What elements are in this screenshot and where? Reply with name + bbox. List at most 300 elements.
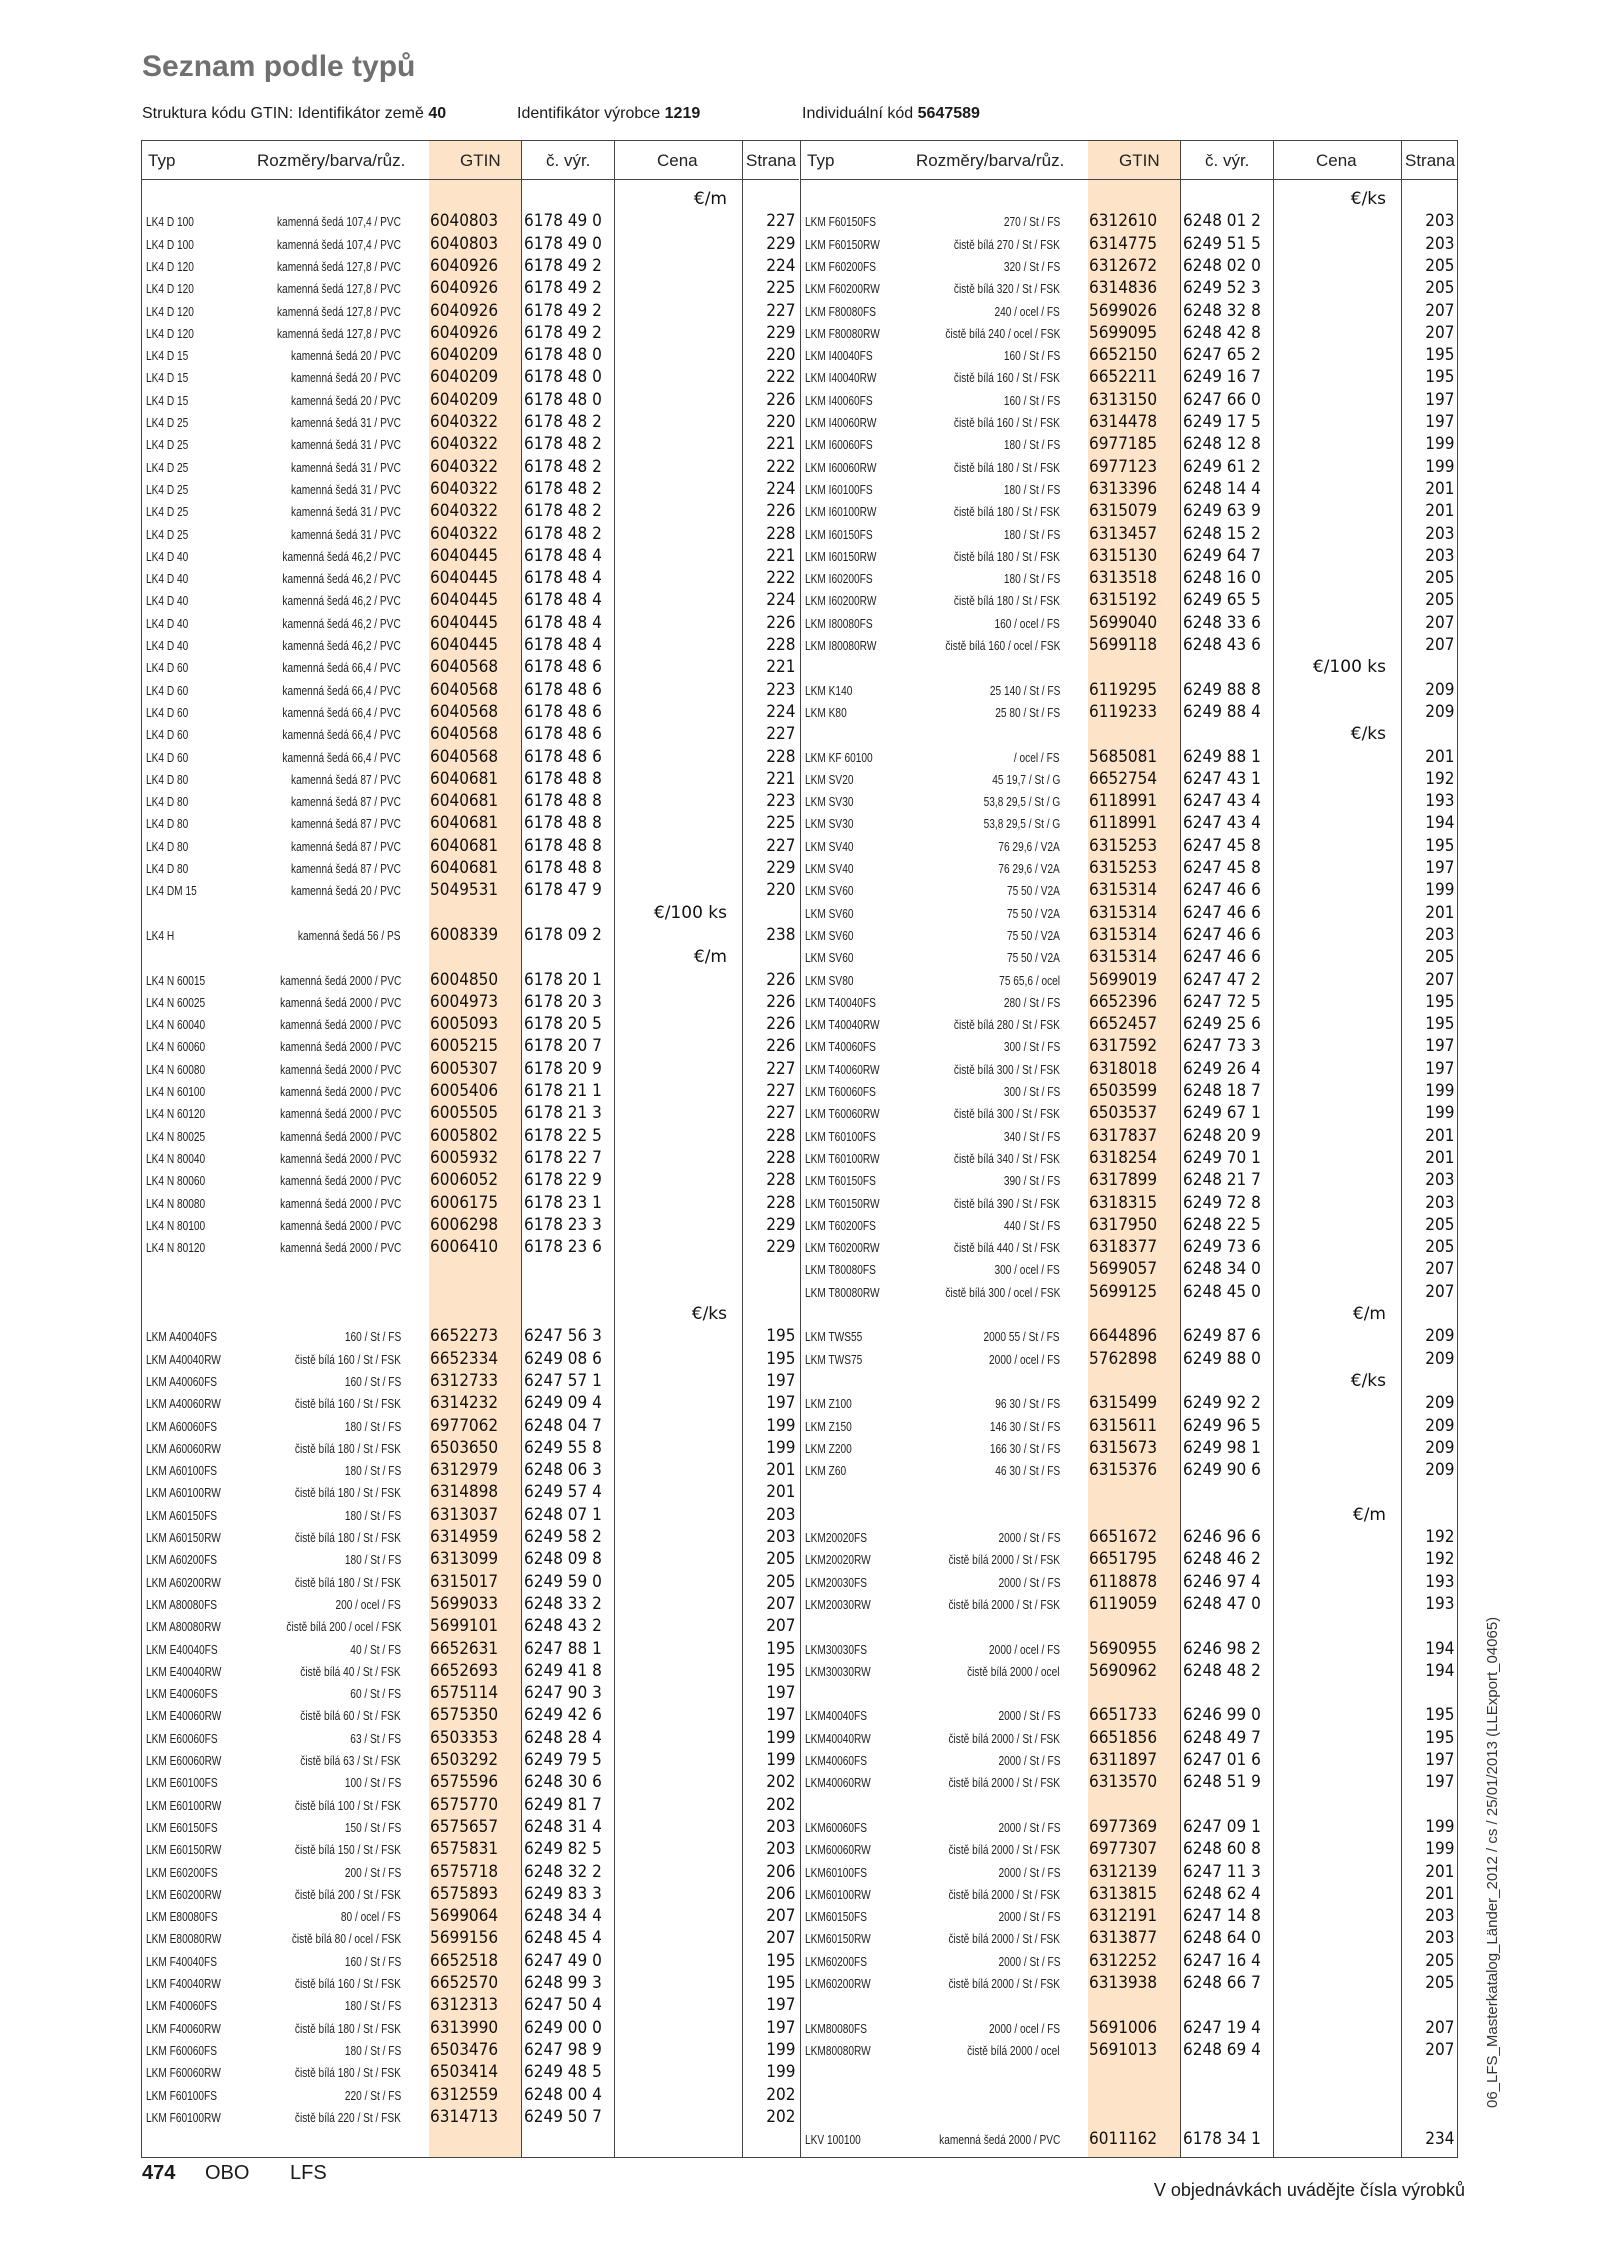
table-row [142,1503,799,1525]
dimension-cell: čistě bílá 2000 / St / FSK [948,1730,1060,1746]
page-ref-cell: 201 [1424,1147,1454,1168]
dimension-cell: 75 50 / V2A [1006,905,1060,921]
page-ref-cell: 222 [765,367,795,388]
table-row [142,2083,799,2105]
gtin-cell: 6040568 [430,746,499,767]
table-row [142,1079,799,1101]
dimension-cell: 63 / St / FS [350,1730,401,1746]
article-number-cell: 6248 04 7 [524,1415,602,1436]
type-cell: LK4 N 60025 [146,994,206,1010]
dimension-cell: čistě bílá 2000 / St / FSK [948,1842,1060,1858]
table-row [801,901,1458,923]
table-row [142,1101,799,1123]
article-number-cell: 6178 22 5 [524,1125,602,1146]
dimension-cell: 180 / St / FS [344,1507,401,1523]
article-number-cell: 6249 72 8 [1183,1192,1261,1213]
table-row [801,2016,1458,2038]
table-row [801,1637,1458,1659]
gtin-cell: 6575770 [430,1794,499,1815]
dimension-cell: 146 30 / St / FS [989,1418,1060,1434]
table-row [801,455,1458,477]
article-number-cell: 6248 69 4 [1183,2039,1261,2060]
gtin-cell: 6312733 [430,1370,499,1391]
table-row [142,611,799,633]
type-cell: LK4 D 120 [146,281,194,297]
gtin-cell: 6040322 [430,523,499,544]
article-number-cell: 6249 87 6 [1183,1326,1261,1347]
table-row [801,1837,1458,1859]
page-ref-cell: 220 [765,345,795,366]
table-row [142,209,799,231]
page-ref-cell: 203 [1424,1906,1454,1927]
unit-row [801,722,1458,744]
type-cell: LKM20030FS [805,1574,868,1590]
dimension-cell: 180 / St / FS [1003,526,1060,542]
table-row [142,2060,799,2082]
page-ref-cell: 201 [1424,1125,1454,1146]
page-ref-cell: 234 [1424,2129,1454,2150]
article-number-cell: 6178 48 4 [524,590,602,611]
article-number-cell: 6248 46 2 [1183,1549,1261,1570]
spacer-row [801,1793,1458,1815]
table-row [801,299,1458,321]
gtin-cell: 6651795 [1089,1549,1158,1570]
article-number-cell: 6178 48 2 [524,501,602,522]
dimension-cell: 96 30 / St / FS [995,1396,1060,1412]
gtin-cell: 6040568 [430,679,499,700]
article-number-cell: 6178 48 8 [524,835,602,856]
gtin-cell: 5699118 [1089,635,1158,655]
dimension-cell: kamenná šedá 87 / PVC [291,861,401,876]
page-ref-cell: 226 [765,612,795,633]
dimension-cell: 390 / St / FS [1003,1173,1060,1189]
type-cell: LK4 N 60080 [146,1061,206,1077]
type-cell: LKM60150FS [805,1909,868,1925]
table-row [142,1971,799,1993]
type-cell: LK4 D 100 [146,214,194,230]
table-row [142,1414,799,1436]
gtin-cell: 6652273 [430,1326,499,1347]
dimension-cell: 440 / St / FS [1003,1217,1060,1233]
gtin-cell: 6040803 [430,211,499,232]
gtin-cell: 6040681 [430,791,499,812]
table-row [142,1860,799,1882]
dimension-cell: 180 / St / FS [344,2042,401,2058]
article-number-cell: 6178 23 3 [524,1214,602,1235]
dimension-cell: 340 / St / FS [1003,1128,1060,1144]
article-number-cell: 6178 48 4 [524,568,602,589]
table-row [801,1592,1458,1614]
gtin-cell: 6040445 [430,590,499,611]
page-ref-cell: 207 [1424,2017,1454,2038]
type-cell: LK4 D 25 [146,459,189,475]
table-row [142,633,799,655]
article-number-cell: 6249 50 7 [524,2106,602,2127]
gtin-cell: 6317899 [1089,1170,1158,1191]
table-row [801,1280,1458,1302]
gtin-maker-code: 1219 [664,105,701,122]
article-number-cell: 6247 65 2 [1183,345,1261,366]
col-header-vyr: č. výr. [1205,151,1250,170]
page-ref-cell: 194 [1424,1660,1454,1681]
article-number-cell: 6178 20 9 [524,1058,602,1079]
gtin-cell: 6503292 [430,1750,499,1770]
gtin-cell: 6040322 [430,412,499,432]
article-number-cell: 6249 67 1 [1183,1103,1261,1124]
type-cell: LK4 D 15 [146,370,189,386]
table-row [801,1436,1458,1458]
article-number-cell: 6249 16 7 [1183,367,1261,388]
table-row [142,276,799,298]
page-ref-cell: 207 [765,1906,795,1927]
unit-row [801,187,1458,209]
type-cell: LKM40060FS [805,1753,868,1768]
table-row [801,945,1458,967]
table-row [142,1547,799,1569]
article-number-cell: 6249 70 1 [1183,1147,1261,1168]
type-cell: LKM Z60 [805,1463,847,1479]
page-ref-cell: 195 [1424,835,1454,856]
price-unit: €/ks [1350,724,1386,745]
page-ref-cell: 205 [1424,1973,1454,1993]
article-number-cell: 6248 99 3 [524,1973,602,1993]
page-ref-cell: 238 [765,924,795,945]
type-cell: LKM T80080RW [805,1284,880,1300]
article-number-cell: 6246 99 0 [1183,1705,1261,1726]
dimension-cell: 160 / St / FS [344,1329,401,1345]
table-row [801,1257,1458,1279]
spacer-row [142,1257,799,1279]
order-note: V objednávkách uvádějte čísla výrobků [1153,2180,1465,2200]
page-ref-cell: 205 [1424,255,1454,276]
type-cell: LKM T40060RW [805,1061,880,1077]
table-row [801,968,1458,990]
page-ref-cell: 228 [765,523,795,544]
table-row [801,1079,1458,1101]
type-cell: LKM Z200 [805,1440,852,1456]
table-row [142,299,799,321]
dimension-cell: kamenná šedá 2000 / PVC [279,1217,401,1233]
page-ref-cell: 195 [765,1660,795,1681]
dimension-cell: kamenná šedá 2000 / PVC [279,1017,401,1033]
dimension-cell: kamenná šedá 87 / PVC [291,771,401,787]
page-ref-cell: 195 [765,1348,795,1369]
page-ref-cell: 201 [1424,746,1454,767]
dimension-cell: 200 / ocel / FS [335,1596,401,1612]
article-number-cell: 6178 09 2 [524,924,602,945]
article-number-cell: 6178 48 4 [524,612,602,633]
type-cell: LKM E40040RW [146,1663,222,1679]
page-ref-cell: 195 [765,1973,795,1993]
dimension-cell: čistě bílá 300 / St / FSK [954,1061,1060,1077]
dimension-cell: kamenná šedá 2000 / PVC [279,1084,401,1099]
article-number-cell: 6247 50 4 [524,1995,602,2016]
table-row [142,1748,799,1770]
page-ref-cell: 203 [1424,523,1454,544]
dimension-cell: 180 / St / FS [344,1418,401,1434]
gtin-cell: 6977062 [430,1415,499,1436]
table-row [801,343,1458,365]
table-row [142,1949,799,1971]
type-cell: LKM T40040FS [805,994,876,1010]
gtin-cell: 6315611 [1089,1415,1158,1436]
article-number-cell: 6249 17 5 [1183,412,1261,432]
dimension-cell: 25 80 / St / FS [995,704,1060,720]
page-ref-cell: 197 [765,2017,795,2038]
page-ref-cell: 223 [765,679,795,700]
table-row [142,1347,799,1369]
page-ref-cell: 203 [1424,1192,1454,1213]
dimension-cell: kamenná šedá 20 / PVC [291,348,401,364]
type-cell: LKM T60150FS [805,1173,876,1189]
type-cell: LKM T80080FS [805,1262,876,1278]
page-ref-cell: 222 [765,456,795,477]
dimension-cell: 220 / St / FS [344,2087,401,2103]
type-cell: LKM I40060RW [805,415,877,430]
page-ref-cell: 201 [1424,478,1454,499]
gtin-cell: 6313990 [430,2017,499,2038]
page-ref-cell: 227 [765,724,795,745]
article-number-cell: 6178 49 2 [524,278,602,299]
table-left-half [142,141,799,2157]
type-cell: LKM60060FS [805,1819,868,1835]
page-ref-cell: 197 [1424,858,1454,878]
page-ref-cell: 195 [1424,367,1454,388]
page-ref-cell: 205 [1424,1237,1454,1258]
article-number-cell: 6249 26 4 [1183,1058,1261,1079]
page-ref-cell: 221 [765,545,795,566]
type-cell: LKM F60150FS [805,214,877,230]
spacer-row [801,1681,1458,1703]
table-row [142,254,799,276]
type-cell: LKM A60100FS [146,1463,218,1479]
gtin-cell: 6315130 [1089,545,1158,566]
type-cell: LKM TWS55 [805,1329,863,1345]
dimension-cell: 180 / St / FS [344,1998,401,2014]
page-number: 474 [142,2162,176,2184]
page-ref-cell: 207 [1424,2039,1454,2060]
price-unit: €/m [693,189,727,209]
article-number-cell: 6247 98 9 [524,2039,602,2060]
type-cell: LK4 N 60015 [146,972,206,988]
page-ref-cell: 197 [765,1705,795,1726]
page-ref-cell: 229 [765,233,795,254]
gtin-cell: 6313815 [1089,1883,1158,1904]
page-ref-cell: 226 [765,501,795,522]
dimension-cell: 53,8 29,5 / St / G [983,816,1060,832]
table-row [801,1570,1458,1592]
table-row [801,1347,1458,1369]
table-row [142,2016,799,2038]
dimension-cell: 180 / St / FS [344,1552,401,1568]
type-cell: LKM E60150RW [146,1842,222,1858]
type-cell: LKM A40060FS [146,1373,218,1389]
article-number-cell: 6249 88 4 [1183,701,1261,722]
article-number-cell: 6248 12 8 [1183,434,1261,455]
dimension-cell: čistě bílá 340 / St / FSK [954,1150,1060,1166]
gtin-cell: 5699064 [430,1906,499,1927]
article-number-cell: 6178 49 2 [524,255,602,276]
table-row [142,388,799,410]
gtin-cell: 6315079 [1089,501,1158,522]
type-cell: LKM I60150RW [805,548,877,564]
page-ref-cell: 199 [765,1727,795,1748]
gtin-cell: 6503537 [1089,1103,1158,1124]
gtin-cell: 6040445 [430,635,499,655]
gtin-cell: 6040926 [430,278,499,299]
dimension-cell: čistě bílá 180 / St / FSK [295,1440,401,1456]
table-header-right [801,141,1457,180]
page-ref-cell: 229 [765,1237,795,1258]
article-number-cell: 6249 90 6 [1183,1460,1261,1481]
type-cell: LK4 D 60 [146,682,189,698]
gtin-cell: 6651733 [1089,1705,1158,1726]
table-row [801,789,1458,811]
gtin-cell: 6652211 [1089,367,1158,388]
gtin-cell: 6313396 [1089,478,1158,499]
type-cell: LKM40040FS [805,1708,868,1724]
type-cell: LKM A60200FS [146,1552,218,1568]
spacer-row [801,1614,1458,1636]
type-cell: LKM60060RW [805,1842,871,1858]
page-ref-cell: 197 [1424,1750,1454,1770]
table-row [142,1191,799,1213]
table-row [142,1012,799,1034]
page-ref-cell: 192 [1424,768,1454,789]
dimension-cell: čistě bílá 180 / St / FSK [295,1530,401,1545]
type-cell: LKM20020RW [805,1552,871,1568]
type-cell: LKM E40060FS [146,1686,218,1702]
table-row [801,410,1458,432]
dimension-cell: kamenná šedá 2000 / PVC [279,1150,401,1166]
article-number-cell: 6178 47 9 [524,880,602,901]
article-number-cell: 6246 97 4 [1183,1571,1261,1592]
table-row [142,1882,799,1904]
page-ref-cell: 207 [1424,1259,1454,1280]
gtin-cell: 6315017 [430,1571,499,1592]
dimension-cell: čistě bílá 2000 / St / FSK [948,1775,1060,1791]
table-row [801,522,1458,544]
gtin-cell: 6652396 [1089,991,1158,1012]
page-ref-cell: 197 [765,1995,795,2016]
dimension-cell: 300 / ocel / FS [994,1262,1060,1278]
gtin-cell: 6315499 [1089,1393,1158,1414]
type-cell: LKM I60100FS [805,481,873,497]
page-ref-cell: 199 [1424,1839,1454,1860]
gtin-cell: 6318018 [1089,1058,1158,1079]
type-cell: LKM T60200RW [805,1240,880,1256]
dimension-cell: kamenná šedá 66,4 / PVC [282,704,401,720]
type-cell: LKM A40040FS [146,1329,218,1345]
article-number-cell: 6248 32 8 [1183,300,1261,321]
article-number-cell: 6246 96 6 [1183,1527,1261,1547]
gtin-cell: 6004973 [430,991,499,1012]
article-number-cell: 6249 73 6 [1183,1237,1261,1258]
table-row [142,1726,799,1748]
table-row [142,1681,799,1703]
table-row [801,1191,1458,1213]
dimension-cell: kamenná šedá 127,8 / PVC [276,325,401,341]
page-ref-cell: 197 [765,1683,795,1704]
page-ref-cell: 205 [1424,947,1454,968]
page-ref-cell: 194 [1424,813,1454,834]
article-number-cell: 6178 49 2 [524,322,602,343]
dimension-cell: čistě bílá 280 / St / FSK [954,1017,1060,1033]
type-cell: LKM F60100RW [146,2109,221,2125]
type-cell: LKM T60150RW [805,1195,880,1211]
table-row [801,365,1458,387]
dimension-cell: kamenná šedá 2000 / PVC [279,1061,401,1077]
unit-row [142,187,799,209]
page-ref-cell: 192 [1424,1549,1454,1570]
page-ref-cell: 201 [765,1482,795,1503]
type-cell: LK4 N 80040 [146,1150,206,1166]
gtin-cell: 5699033 [430,1593,499,1614]
article-number-cell: 6247 46 6 [1183,902,1261,923]
dimension-cell: 166 30 / St / FS [989,1440,1060,1456]
table-row [142,588,799,610]
type-cell: LK4 N 60060 [146,1039,206,1055]
dimension-cell: kamenná šedá 66,4 / PVC [282,660,401,676]
type-cell: LKM60200RW [805,1976,871,1991]
table-row [801,1168,1458,1190]
table-row [801,1904,1458,1926]
gtin-cell: 6118878 [1089,1571,1158,1592]
type-cell: LK4 N 60040 [146,1017,206,1033]
gtin-cell: 5699101 [430,1616,499,1637]
dimension-cell: kamenná šedá 46,2 / PVC [282,593,401,609]
table-right-half [800,141,1457,2157]
page-ref-cell: 224 [765,478,795,499]
dimension-cell: kamenná šedá 46,2 / PVC [282,638,401,653]
page-ref-cell: 201 [1424,1883,1454,1904]
dimension-cell: 150 / St / FS [344,1819,401,1835]
article-number-cell: 6249 25 6 [1183,1014,1261,1035]
article-number-cell: 6247 57 1 [524,1370,602,1391]
page-ref-cell: 199 [1424,1081,1454,1101]
article-number-cell: 6249 42 6 [524,1705,602,1726]
dimension-cell: kamenná šedá 2000 / PVC [279,1106,401,1122]
type-cell: LKM A40060RW [146,1396,221,1412]
type-cell: LKM T60200FS [805,1217,876,1233]
table-row [801,1012,1458,1034]
gtin-cell: 6317837 [1089,1125,1158,1146]
gtin-cell: 5699156 [430,1928,499,1949]
gtin-cell: 5699125 [1089,1281,1158,1302]
type-cell: LK4 D 80 [146,816,189,832]
table-row [142,1993,799,2015]
gtin-cell: 5691006 [1089,2017,1158,2038]
type-cell: LK4 D 25 [146,504,189,520]
dimension-cell: čistě bílá 390 / St / FSK [954,1195,1060,1211]
gtin-cell: 6312979 [430,1460,499,1481]
page-ref-cell: 195 [1424,345,1454,366]
gtin-cell: 6040803 [430,233,499,254]
page-ref-cell: 202 [765,1772,795,1793]
article-number-cell: 6178 23 6 [524,1237,602,1258]
gtin-cell: 6503650 [430,1437,499,1458]
table-row [142,655,799,677]
type-cell: LKM F40040RW [146,1976,221,1991]
table-row [142,2038,799,2060]
gtin-cell: 6315376 [1089,1460,1158,1481]
gtin-cell: 6977123 [1089,456,1158,477]
gtin-cell: 6314713 [430,2106,499,2127]
article-number-cell: 6178 48 6 [524,657,602,678]
dimension-cell: čistě bílá 2000 / St / FSK [948,1596,1060,1612]
page-ref-cell: 209 [1424,1460,1454,1481]
gtin-cell: 6575657 [430,1816,499,1837]
